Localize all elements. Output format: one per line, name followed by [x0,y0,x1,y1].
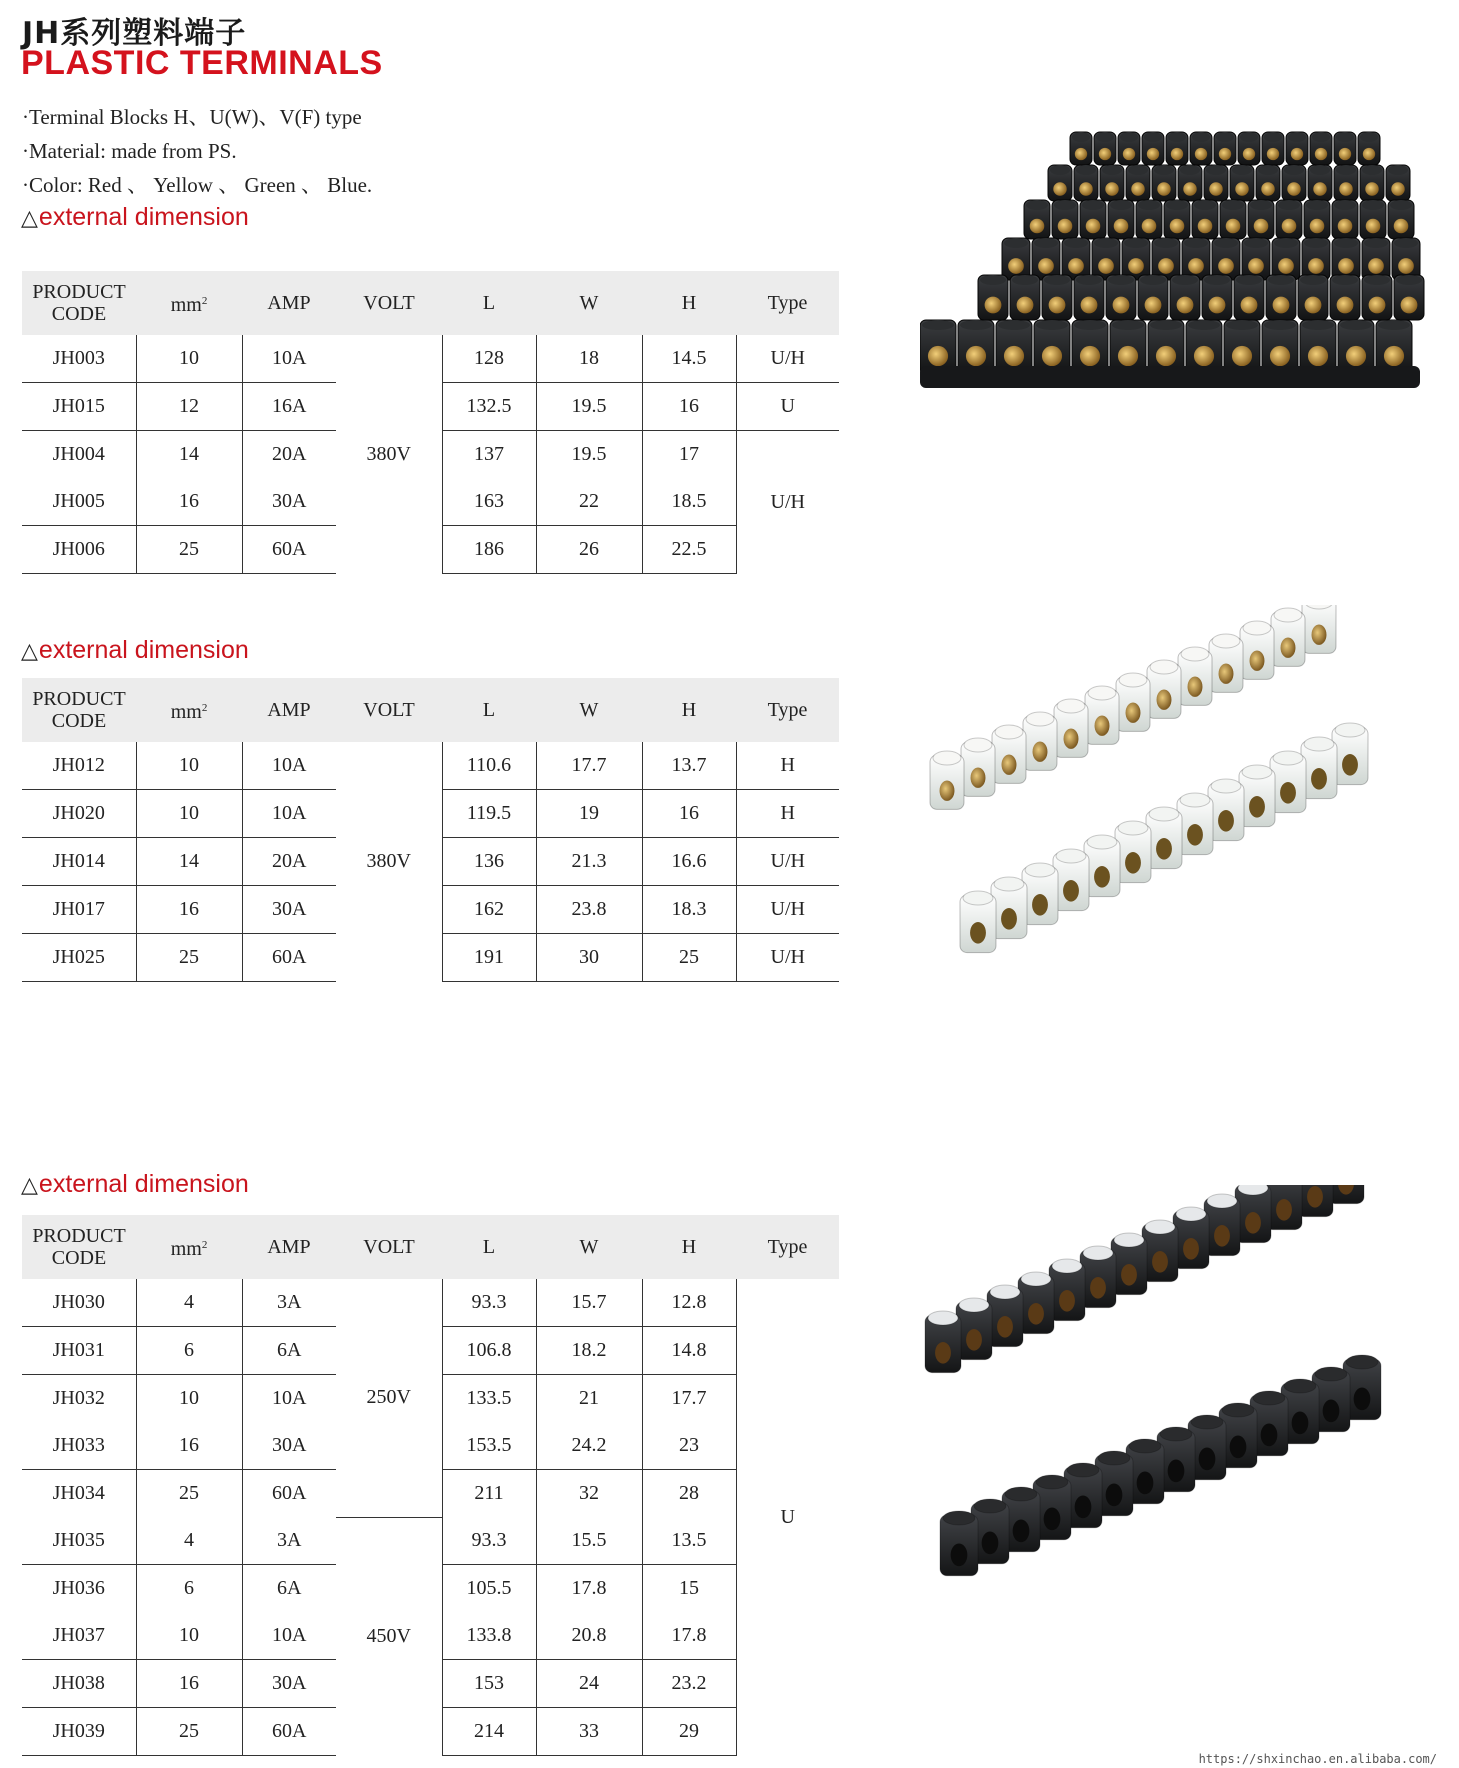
cell-code: JH032 [22,1375,136,1423]
triangle-icon: △ [21,205,38,230]
cell-type: H [736,790,839,838]
cell-amp: 3A [242,1279,336,1327]
cell-h: 14.8 [642,1327,736,1375]
cell-l: 186 [442,526,536,574]
cell-w: 19.5 [536,383,642,431]
cell-code: JH015 [22,383,136,431]
cell-amp: 10A [242,790,336,838]
cell-type: U/H [736,838,839,886]
spec-table-3 [22,1215,839,1756]
cell-code: JH012 [52,754,105,776]
cell-h: 16 [642,790,736,838]
cell-w: 20.8 [536,1612,642,1660]
cell-l: 191 [442,934,536,982]
cell-type: U/H [736,335,839,383]
cell-l: 133.5 [442,1375,536,1423]
cell-w: 24 [536,1660,642,1708]
cell-code: JH020 [22,790,136,838]
cell-amp: 6A [242,1565,336,1613]
cell-w: 19 [536,790,642,838]
cell-type: H [736,742,839,790]
cell-l: 153.5 [442,1422,536,1470]
col-header-h: H [642,271,736,335]
cell-amp: 60A [242,1708,336,1756]
cell-type: U [736,1279,839,1756]
cell-h: 22.5 [642,526,736,574]
col-header-code: PRODUCT CODE [22,1215,136,1279]
spec-table-2 [22,678,839,982]
cell-l: 162 [442,886,536,934]
col-header-w: W [536,271,642,335]
cell-l: 211 [442,1470,536,1518]
section-heading [21,636,249,665]
cell-mm: 6 [136,1327,242,1375]
cell-code: JH038 [22,1660,136,1708]
cell-l: 214 [442,1708,536,1756]
cell-w: 22 [536,478,642,526]
cell-mm: 10 [136,1375,242,1423]
cell-code: JH006 [22,526,136,574]
cell-amp: 20A [242,838,336,886]
cell-h: 12.8 [642,1279,736,1327]
cell-mm: 25 [136,526,242,574]
cell-mm: 10 [136,790,242,838]
cell-mm: 16 [136,886,242,934]
cell-amp: 30A [242,886,336,934]
cell-w: 21 [536,1375,642,1423]
col-header-amp: AMP [242,678,336,742]
cell-h: 13.7 [642,742,736,790]
black-terminal-strips-pair-photo [915,1185,1435,1645]
col-header-l: L [442,1215,536,1279]
cell-l: 163 [442,478,536,526]
page-title-en: PLASTIC TERMINALS [21,44,383,82]
cell-h: 14.5 [642,335,736,383]
col-header-l: L [442,678,536,742]
cell-w: 23.8 [536,886,642,934]
cell-h: 17 [642,431,736,479]
cell-mm: 4 [136,1279,242,1327]
cell-mm: 16 [136,1660,242,1708]
page-title-cn: JH系列塑料端子 [22,16,247,51]
cell-l: 133.8 [442,1612,536,1660]
feature-item: ·Color: Red 、 Yellow 、 Green 、 Blue. [22,173,373,197]
col-header-amp: AMP [242,271,336,335]
cell-volt: 250V [366,1386,411,1409]
cell-h: 15 [642,1565,736,1613]
cell-w: 32 [536,1470,642,1518]
cell-w: 26 [536,526,642,574]
cell-mm: 16 [136,1422,242,1470]
section-heading-text: external dimension [38,203,249,231]
col-header-code: PRODUCT CODE [22,678,136,742]
col-header-w: W [536,1215,642,1279]
col-header-w: W [536,678,642,742]
cell-h: 17.8 [642,1612,736,1660]
cell-amp: 10A [242,335,336,383]
cell-type: U/H [736,934,839,982]
cell-code: JH034 [22,1470,136,1518]
cell-code: JH035 [52,1529,105,1551]
cell-amp: 60A [242,934,336,982]
cell-volt: 380V [366,850,411,873]
cell-h: 29 [642,1708,736,1756]
cell-w: 15.7 [536,1279,642,1327]
cell-h: 23 [642,1422,736,1470]
cell-h: 16 [642,383,736,431]
table-row [22,1517,839,1565]
cell-amp: 10A [242,742,336,790]
cell-mm: 6 [136,1565,242,1613]
cell-l: 119.5 [442,790,536,838]
cell-code: JH039 [22,1708,136,1756]
table-row [22,335,839,383]
black-terminal-strips-photo [920,120,1440,465]
cell-mm: 14 [136,431,242,479]
feature-list [22,100,372,202]
cell-code: JH025 [22,934,136,982]
col-header-volt: VOLT [336,1215,442,1279]
cell-amp: 6A [242,1327,336,1375]
cell-l: 105.5 [442,1565,536,1613]
cell-amp: 10A [242,1612,336,1660]
section-heading-text: external dimension [38,1170,249,1198]
cell-amp: 30A [242,1660,336,1708]
cell-amp: 10A [242,1375,336,1423]
cell-code: JH014 [22,838,136,886]
section-heading [21,203,249,232]
cell-l: 153 [442,1660,536,1708]
cell-w: 17.8 [536,1565,642,1613]
col-header-mm: $mm^2$ [136,1215,242,1279]
cell-h: 28 [642,1470,736,1518]
cell-type: U/H [736,431,839,574]
cell-code: JH037 [52,1624,105,1646]
col-header-code: PRODUCT CODE [22,271,136,335]
cell-code: JH003 [52,347,105,369]
col-header-l: L [442,271,536,335]
cell-w: 18 [536,335,642,383]
cell-l: 128 [442,335,536,383]
cell-code: JH033 [52,1434,105,1456]
cell-w: 33 [536,1708,642,1756]
table-row [22,1279,839,1327]
col-header-volt: VOLT [336,678,442,742]
section-heading-text: external dimension [38,636,249,664]
cell-l: 110.6 [442,742,536,790]
section-heading [21,1170,249,1199]
cell-w: 19.5 [536,431,642,479]
triangle-icon: △ [21,1172,38,1197]
cell-mm: 4 [136,1517,242,1565]
cell-w: 18.2 [536,1327,642,1375]
cell-w: 21.3 [536,838,642,886]
footer-url: https://shxinchao.en.alibaba.com/ [1198,1752,1437,1766]
cell-mm: 12 [136,383,242,431]
cell-amp: 60A [242,1470,336,1518]
cell-mm: 10 [136,1612,242,1660]
cell-code: JH030 [52,1291,105,1313]
cell-code: JH017 [22,886,136,934]
cell-mm: 25 [136,1470,242,1518]
cell-w: 30 [536,934,642,982]
cell-h: 17.7 [642,1375,736,1423]
triangle-icon: △ [21,638,38,663]
cell-l: 137 [442,431,536,479]
cell-code: JH031 [22,1327,136,1375]
cell-code: JH004 [22,431,136,479]
cell-w: 24.2 [536,1422,642,1470]
cell-mm: 25 [136,934,242,982]
table-header-row [22,1215,839,1279]
col-header-type: Type [736,678,839,742]
cell-amp: 30A [242,478,336,526]
cell-l: 132.5 [442,383,536,431]
cell-h: 18.5 [642,478,736,526]
col-header-mm: $mm^2$ [136,678,242,742]
spec-table-1 [22,271,839,574]
col-header-type: Type [736,1215,839,1279]
cell-l: 136 [442,838,536,886]
cell-h: 25 [642,934,736,982]
col-header-type: Type [736,271,839,335]
cell-h: 18.3 [642,886,736,934]
cell-amp: 16A [242,383,336,431]
cell-mm: 10 [136,742,242,790]
col-header-h: H [642,1215,736,1279]
cell-l: 93.3 [442,1517,536,1565]
cell-mm: 25 [136,1708,242,1756]
cell-mm: 10 [136,335,242,383]
cell-volt: 450V [336,1517,442,1756]
cell-h: 23.2 [642,1660,736,1708]
cell-code: JH036 [22,1565,136,1613]
cell-mm: 14 [136,838,242,886]
table-header-row [22,678,839,742]
col-header-amp: AMP [242,1215,336,1279]
cell-amp: 20A [242,431,336,479]
cell-code: JH005 [52,490,105,512]
col-header-h: H [642,678,736,742]
table-header-row [22,271,839,335]
cell-h: 13.5 [642,1517,736,1565]
col-header-volt: VOLT [336,271,442,335]
cell-h: 16.6 [642,838,736,886]
cell-amp: 30A [242,1422,336,1470]
cell-type: U/H [736,886,839,934]
feature-item: ·Terminal Blocks H、U(W)、V(F) type [22,105,362,129]
cell-w: 15.5 [536,1517,642,1565]
feature-item: ·Material: made from PS. [22,139,237,163]
cell-l: 106.8 [442,1327,536,1375]
white-terminal-strips-photo [920,605,1420,1065]
cell-amp: 60A [242,526,336,574]
cell-l: 93.3 [442,1279,536,1327]
cell-volt: 380V [366,442,411,465]
cell-amp: 3A [242,1517,336,1565]
table-row [22,742,839,790]
cell-w: 17.7 [536,742,642,790]
col-header-mm: $mm^2$ [136,271,242,335]
cell-mm: 16 [136,478,242,526]
cell-type: U [736,383,839,431]
